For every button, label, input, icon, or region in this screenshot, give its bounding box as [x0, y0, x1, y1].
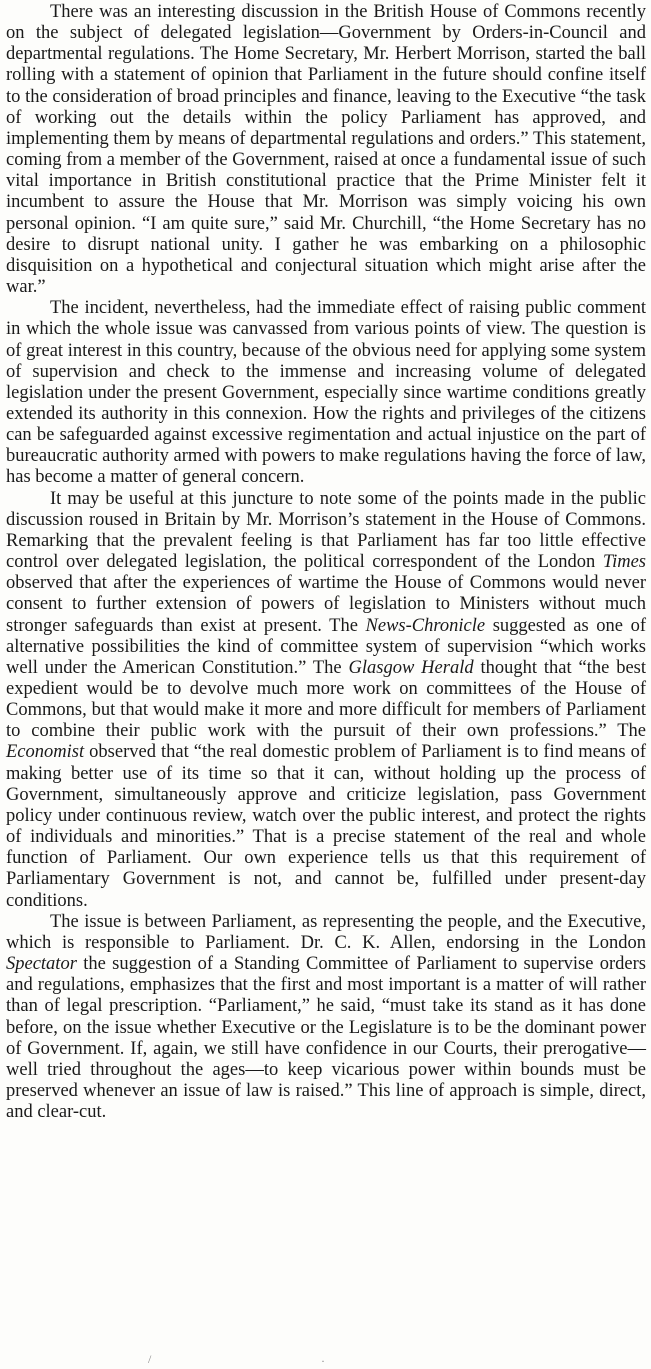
text-run: The issue is between Parliament, as representing the people, and the Executive, which is responsible to Parliament. Dr. C. K. Allen, endorsing in the London	[6, 911, 646, 953]
text-run: the suggestion of a Standing Committee of Parliament to supervise orders and regulations, emphasizes that the first and most important is a matter of will rather than of legal prescription. “Parliament,” he said, “must take its stand as it has done before, on the issue whether Executive or the Legislature is to be the dominant power of Government. If, again, we still have confidence in our Courts, their prerogative—well tried throughout the ages—to keep vicarious power within bounds must be preserved whenever an issue of law is raised.” This line of approach is simple, direct, and clear-cut.	[6, 954, 646, 1123]
text-run: observed that “the real domestic problem of Parliament is to find means of making better use of its time so that it can, without holding up the process of Government, simultaneously approve and criticize legislation, pass Government policy under continuous review, watch over the public interest, and protect the rights of individuals and minorities.” That is a precise statement of the real and whole function of Parliament. Our own experience tells us that this requirement of Parliamentary Government is not, and cannot be, fulfilled under present-day conditions.	[6, 742, 646, 911]
scan-speck: ·	[321, 1354, 325, 1368]
text-run: observed that after the experiences of wartime the House of Commons would never consent to further extension of powers of legislation to Ministers without much stronger safeguards than exist at present. The	[6, 573, 646, 636]
paragraph-3	[6, 489, 646, 912]
article-body	[6, 2, 646, 1123]
publication-title: Glasgow Herald	[348, 657, 474, 678]
text-run: thought that “the best expedient would be to devolve much more work on committees of the House of Commons, but that would make it more and more difficult for members of Parliament to combine their public work with the pursuit of their own professions.” The	[6, 657, 646, 742]
text-run: The incident, nevertheless, had the immediate effect of raising public comment in which the whole issue was canvassed from various points of view. The question is of great interest in this country, because of the obvious need for applying some system of supervision and check to the immense and increasing volume of delegated legislation under the present Government, especially since wartime conditions greatly extended its authority in this connexion. How the rights and privileges of the citizens can be safeguarded against excessive regimentation and actual injustice on the part of bureaucratic authority armed with powers to make regulations having the force of law, has become a matter of general concern.	[6, 298, 646, 488]
publication-title: Economist	[6, 742, 85, 763]
text-run: suggested as one of alternative possibilities the kind of committee system of supervision “which works well under the American Constitution.” The	[6, 615, 647, 678]
publication-title: News-Chronicle	[365, 615, 486, 636]
paragraph-2	[6, 298, 646, 488]
publication-title: Times	[602, 552, 646, 573]
text-run: There was an interesting discussion in the British House of Commons recently on the subject of delegated legislation—Government by Orders-in-Council and departmental regulations. The Home Secretary, Mr. Herbert Morrison, started the ball rolling with a statement of opinion that Parliament in the future should confine itself to the consideration of broad principles and finance, leaving to the Executive “the task of working out the details within the policy Parliament has approved, and implementing them by means of departmental regulations and orders.” This statement, coming from a member of the Government, raised at once a fundamental issue of such vital importance in British constitutional practice that the Prime Minister felt it incumbent to assure the House that Mr. Morrison was simply voicing his own personal opinion. “I am quite sure,” said Mr. Churchill, “the Home Secretary has no desire to disrupt national unity. I gather he was embarking on a philosophic disquisition on a hypothetical and conjectural situation which might arise after the war.”	[6, 2, 646, 298]
paragraph-1	[6, 2, 646, 298]
scan-speck: /	[148, 1352, 152, 1366]
publication-title: Spectator	[6, 954, 77, 975]
text-run: It may be useful at this juncture to note some of the points made in the public discussion roused in Britain by Mr. Morrison’s statement in the House of Commons. Remarking that the prevalent feeling is that Parliament has far too little effective control over delegated legislation, the political correspondent of the London	[6, 488, 646, 573]
paragraph-4	[6, 912, 646, 1124]
